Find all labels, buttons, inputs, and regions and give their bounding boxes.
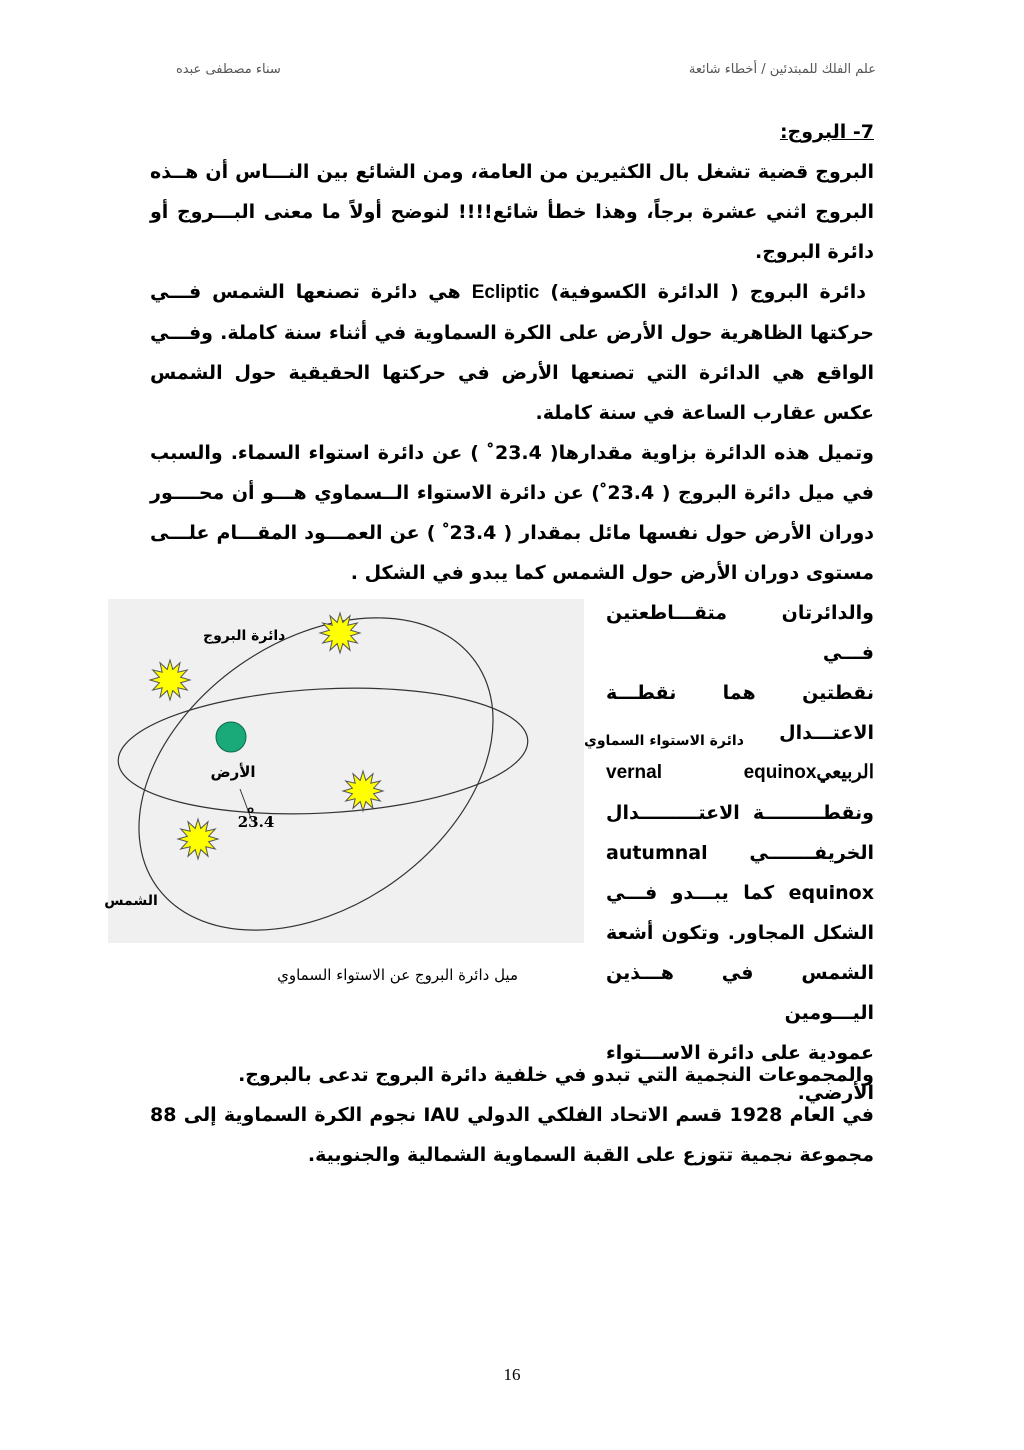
equinox-line: والدائرتان متقـــاطعتين فـــي bbox=[606, 602, 874, 664]
equinox-line: الشكل المجاور. وتكون أشعة bbox=[606, 922, 874, 944]
paragraph-inclination: وتميل هذه الدائرة بزاوية مقدارها( 23.4 ْ ) عن دائرة استواء السماء. والسبب في ميل دائرة البروج ( 23.4 ْ) عن دائرة الاستواء الــسماوي هـــو أن محــــور دوران الأرض حول نفسها مائل بمقدار ( 23.4 ْ ) عن العمـــود المقـــام علـــى مستوى دوران الأرض حول الشمس كما يبدو في الشكل . bbox=[150, 442, 875, 584]
sun-icon bbox=[178, 819, 218, 859]
label-sun: الشمس bbox=[104, 893, 158, 909]
figure-caption: ميل دائرة البروج عن الاستواء السماوي bbox=[277, 966, 518, 984]
equinox-line: عمودية على دائرة الاســـتواء bbox=[606, 1042, 874, 1064]
running-header-title: علم الفلك للمبتدئين / أخطاء شائعة bbox=[688, 62, 876, 77]
paragraph-iau: في العام 1928 قسم الاتحاد الفلكي الدولي IAU نجوم الكرة السماوية إلى 88 مجموعة نجمية تتوزع على القبة السماوية الشمالية والجنوبية. bbox=[150, 1104, 874, 1166]
page-body bbox=[104, 112, 875, 1175]
label-ecliptic: دائرة البروج bbox=[203, 628, 286, 644]
paragraph-constellations: والمجموعات النجمية التي تبدو في خلفية دائرة البروج تدعى بالبروج. bbox=[238, 1064, 874, 1086]
label-angle: 23.4 bbox=[237, 813, 275, 831]
equinox-line: الخريفـــــــي autumnal bbox=[606, 842, 874, 864]
paragraph-ecliptic-definition bbox=[150, 272, 874, 433]
ecliptic-latin-term: Ecliptic bbox=[471, 282, 540, 303]
label-earth: الأرض bbox=[210, 763, 256, 781]
equinox-line: نقطتين هما نقطـــة الاعتـــدال bbox=[606, 682, 874, 744]
paragraph-intro: البروج قضية تشغل بال الكثيرين من العامة، ومن الشائع بين النـــاس أن هــذه البروج اثني عشرة برجاً، وهذا خطأ شائع!!!! لنوضح أولاً ما معنى البـــروج أو دائرة البروج. bbox=[150, 161, 874, 263]
paragraph-equinoxes bbox=[606, 593, 874, 1113]
ecliptic-definition-text: هي دائرة تصنعها الشمس فـــي حركتها الظاهرية حول الأرض على الكرة السماوية في أثناء سنة كاملة. وفـــي الواقع هي الدائرة التي تصنعها الأرض في حركتها الحقيقية حول الشمس عكس عقارب الساعة في سنة كاملة. bbox=[150, 281, 874, 424]
equinox-line: ونقطـــــــــة الاعتـــــــــدال bbox=[606, 802, 874, 824]
label-angle-degree: o bbox=[247, 805, 254, 816]
ecliptic-arabic-term: دائرة البروج ( الدائرة الكسوفية) bbox=[539, 281, 866, 303]
label-celestial-equator: دائرة الاستواء السماوي bbox=[584, 733, 744, 749]
equinox-line: equinox كما يبـــدو فـــي bbox=[606, 882, 874, 904]
equinox-line: الشمس في هـــذين اليـــومين bbox=[606, 962, 874, 1024]
equinox-line: الأرضي. bbox=[797, 1082, 874, 1104]
page-number: 16 bbox=[503, 1365, 521, 1384]
sun-icon bbox=[150, 660, 190, 700]
equinox-line: الربيعيvernal equinox bbox=[606, 762, 874, 783]
earth-circle bbox=[216, 722, 246, 752]
sun-icon bbox=[343, 771, 383, 811]
running-header-author: سناء مصطفى عبده bbox=[176, 62, 281, 77]
ecliptic-circle bbox=[80, 553, 552, 995]
section-title: 7- البروج: bbox=[779, 121, 874, 143]
